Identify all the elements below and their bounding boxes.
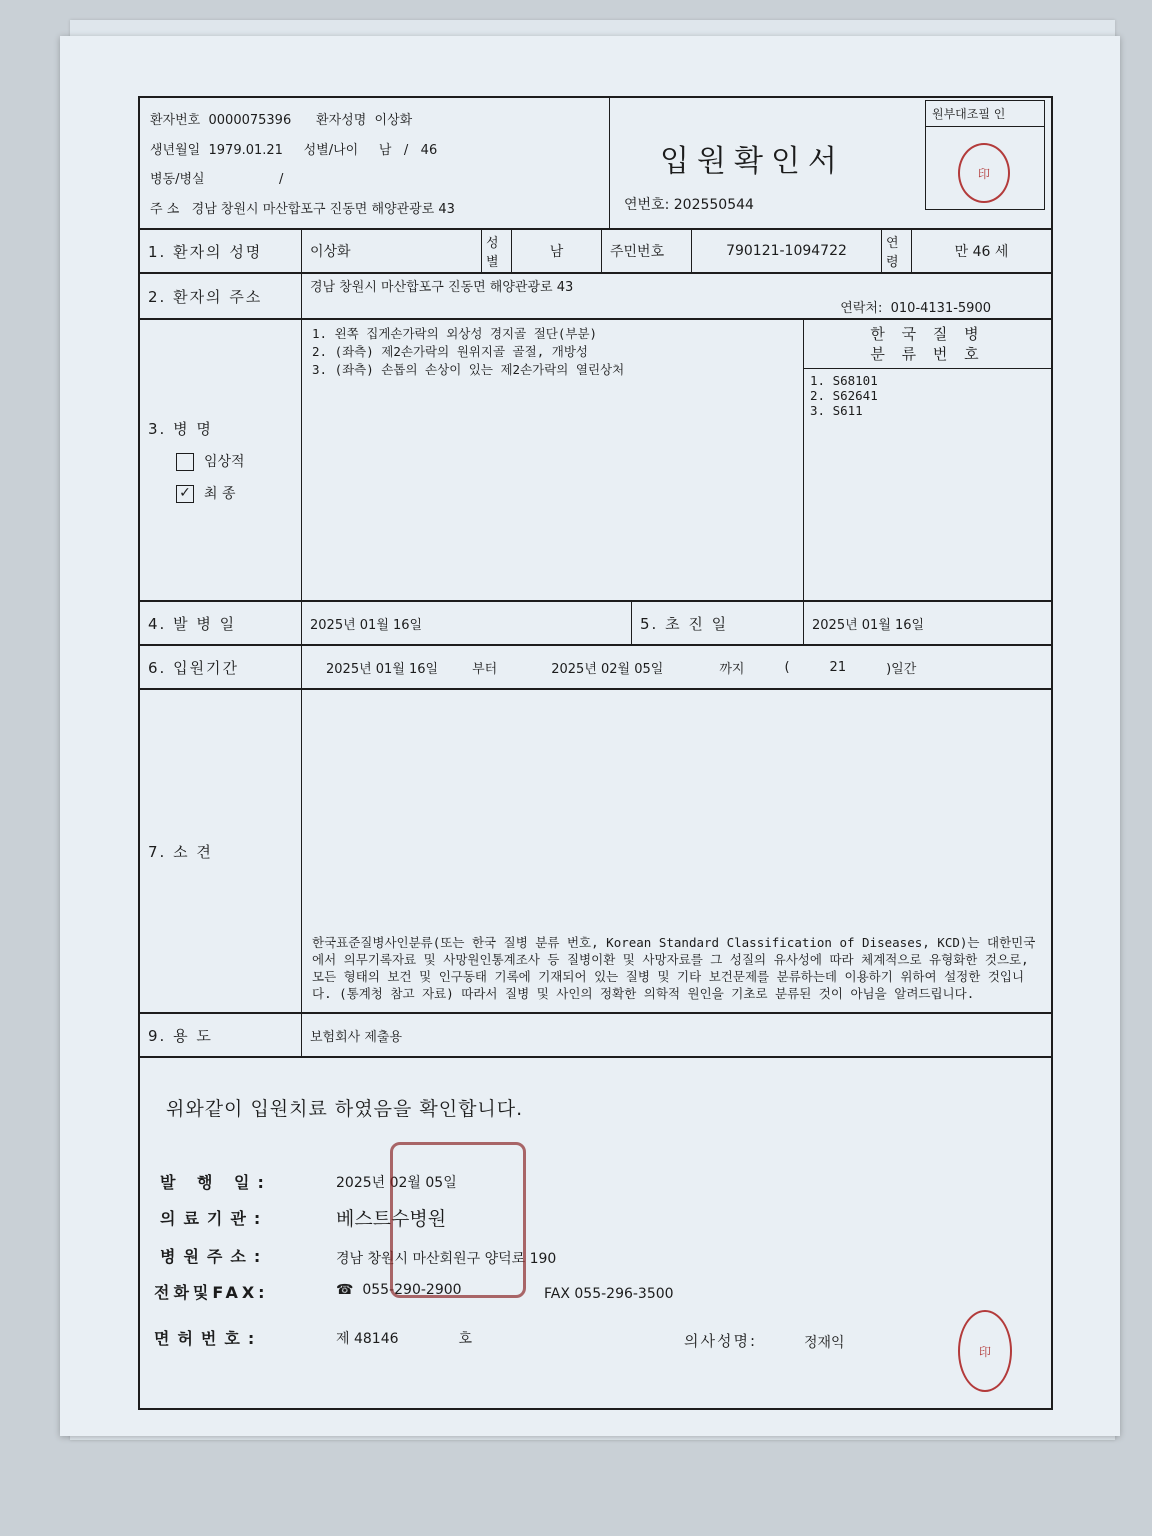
value-issue-date: 2025년 02월 05일 [336,1175,457,1191]
value-fax: FAX 055-296-3500 [544,1286,674,1302]
patient-summary: 환자번호 0000075396 환자성명 이상화 생년월일 1979.01.21 성별/나이 남 / 46 병동/병실 / 주 소 경남 창원시 마산합포구 진동면 해양관광로 43 [140,98,610,228]
label-admission-period: 6. 입원기간 [140,646,302,688]
clinical-option[interactable]: 임상적 [148,451,245,471]
label-institution: 의료기관: [160,1209,269,1228]
final-checkbox[interactable]: ✓ [176,485,194,503]
value-tel: ☎ 055-290-2900 [336,1282,462,1298]
label-sex: 성별 [482,230,512,272]
hospital-seal-icon [390,1142,526,1298]
label-purpose: 9. 용 도 [140,1014,302,1056]
clinical-checkbox[interactable] [176,453,194,471]
label-diagnosis: 3. 병 명 [148,419,213,438]
admission-form [138,96,1053,1410]
kcd-code: 3. S611 [810,403,863,418]
kcd-codes [804,369,1051,422]
row-diagnosis [138,320,1053,602]
doctor-seal-icon: 印 [958,1310,1012,1392]
row-purpose [138,1014,1053,1058]
label-doctor: 의사성명: [684,1332,758,1350]
verify-stamp-label: 원부대조필 인 [926,101,1044,127]
value-hospital-address: 경남 창원시 마산회원구 양덕로 190 [336,1251,557,1267]
value-first-visit: 2025년 01월 16일 [812,617,925,633]
label-first-visit: 5. 초 진 일 [632,602,804,644]
confirm-statement: 위와같이 입원치료 하였음을 확인합니다. [166,1098,524,1120]
contact: 연락처: 010-4131-5900 [840,301,991,316]
diagnosis-item: 1. 왼쪽 집게손가락의 외상성 경지골 절단(부분) [312,326,598,341]
label-hospital-address: 병원주소: [160,1247,269,1266]
diagnosis-list [302,320,804,600]
label-rrn: 주민번호 [602,230,692,272]
verify-stamp-box [925,100,1045,210]
label-remarks: 7. 소 견 [140,690,302,1012]
label-onset: 4. 발 병 일 [140,602,302,644]
value-purpose: 보험회사 제출용 [310,1029,403,1045]
row-name [138,230,1053,274]
phone-icon: ☎ [336,1282,354,1298]
row-remarks [138,690,1053,1014]
diagnosis-item: 2. (좌측) 제2손가락의 원위지골 골절, 개방성 [312,344,588,359]
value-admission-period: 2025년 01월 16일 부터 2025년 02월 05일 까지 ( 21 )일간 [326,659,917,677]
document-title: 입원확인서 [660,144,845,179]
value-doctor: 정재익 [804,1335,845,1351]
form-header [138,96,1053,230]
final-option[interactable]: ✓ 최 종 [148,483,236,503]
kcd-header: 한 국 질 병 분 류 번 호 [804,320,1051,369]
value-license: 제 48146 호 [336,1331,473,1347]
value-address: 경남 창원시 마산합포구 진동면 해양관광로 43 [310,280,574,295]
row-admission-period [138,646,1053,690]
diagnosis-item: 3. (좌측) 손톱의 손상이 있는 제2손가락의 열린상처 [312,362,625,377]
value-institution: 베스트수병원 [336,1208,447,1230]
label-license: 면허번호: [154,1329,263,1348]
address-cell [302,274,1051,318]
value-rrn: 790121-1094722 [692,230,882,272]
value-age: 만 46 세 [954,244,1009,260]
label-age: 연령 [882,230,912,272]
row-address [138,274,1053,320]
kcd-code: 1. S68101 [810,373,878,388]
seal-icon: 印 [958,143,1010,203]
value-remarks: 한국표준질병사인분류(또는 한국 질병 분류 번호, Korean Standard Classification of Diseases, KCD)는 대한민국에서 의무기록자료 및 사망원인통계조사 등 질병이환 및 사망자료를 그 성질의 유사성에 따라 체계적으로 유형화한 것으로, 모든 형태의 보건 및 인구동태 기록에 기재되어 있는 질병 및 기타 보건문제를 분류하는데 이용하기 위하여 설정한 것입니다. (통계청 참고 자료) 따라서 질병 및 사인의 정확한 의학적 원인을 기초로 분류된 것이 아님을 알려드립니다. [312,935,1036,1001]
label-tel-fax: 전화및FAX: [154,1283,269,1302]
label-name: 1. 환자의 성명 [140,230,302,272]
label-address: 2. 환자의 주소 [140,274,302,318]
serial-number: 연번호: 202550544 [624,197,754,213]
value-name: 이상화 [302,230,482,272]
value-onset: 2025년 01월 16일 [302,602,632,644]
document-sheet [60,36,1120,1436]
diagnosis-label-cell [140,320,302,600]
label-issue-date: 발 행 일: [160,1173,272,1192]
kcd-code: 2. S62641 [810,388,878,403]
kcd-cell [804,320,1051,600]
row-dates [138,602,1053,646]
value-sex: 남 [512,230,602,272]
footer-block [138,1058,1053,1410]
title-block [610,98,1051,228]
